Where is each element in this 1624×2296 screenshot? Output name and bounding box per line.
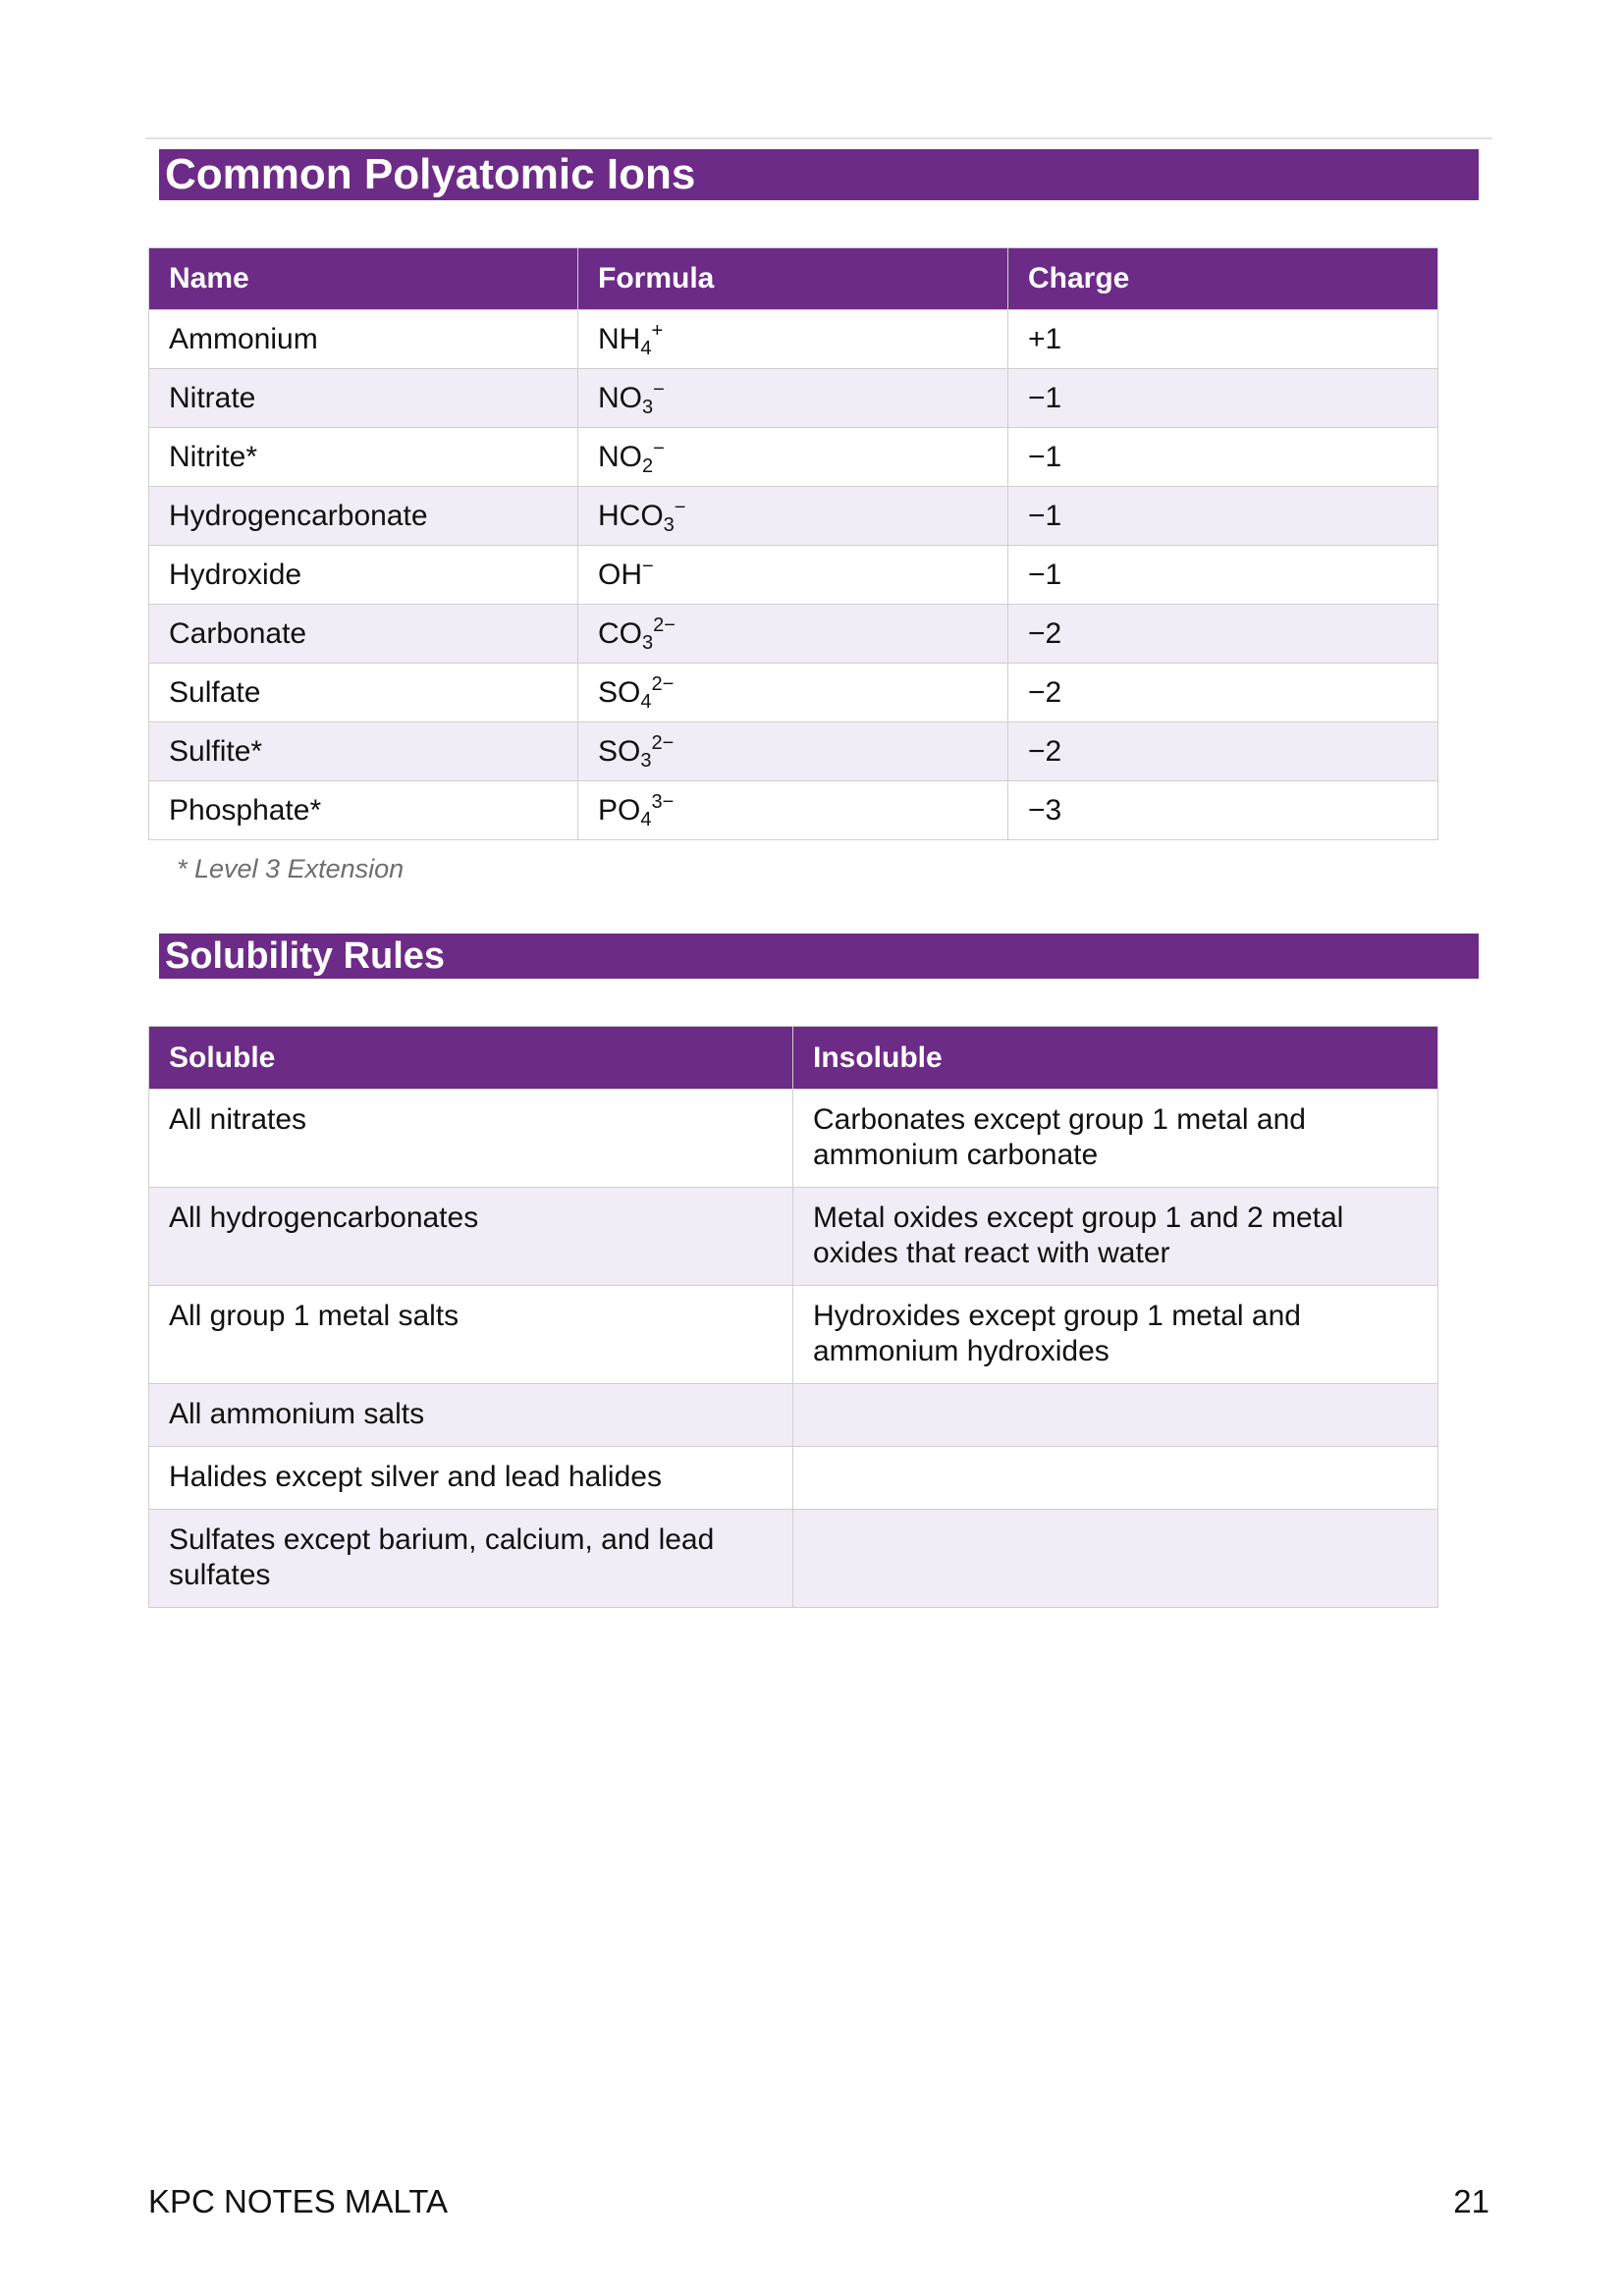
table-row xyxy=(149,1286,1438,1384)
table-row xyxy=(149,310,1438,369)
ion-name: Sulfate xyxy=(149,664,578,722)
ion-charge: −3 xyxy=(1008,781,1438,840)
soluble-rule: All ammonium salts xyxy=(149,1384,793,1447)
table-row xyxy=(149,428,1438,487)
insoluble-rule: Hydroxides except group 1 metal and ammonium hydroxides xyxy=(793,1286,1438,1384)
column-header-soluble: Soluble xyxy=(149,1027,793,1090)
table-row xyxy=(149,1090,1438,1188)
ion-name: Sulfite* xyxy=(149,722,578,781)
table-row xyxy=(149,1188,1438,1286)
column-header-insoluble: Insoluble xyxy=(793,1027,1438,1090)
ion-name: Ammonium xyxy=(149,310,578,369)
table-row xyxy=(149,369,1438,428)
table-header-row xyxy=(149,1027,1438,1090)
table-row xyxy=(149,605,1438,664)
ion-name: Carbonate xyxy=(149,605,578,664)
polyatomic-ions-table xyxy=(148,247,1438,840)
top-divider xyxy=(145,137,1492,139)
soluble-rule: Sulfates except barium, calcium, and lead sulfates xyxy=(149,1510,793,1608)
ion-formula: $NH_4^+$ xyxy=(578,310,1008,369)
page-number: 21 xyxy=(1453,2183,1489,2219)
ion-name: Hydrogencarbonate xyxy=(149,487,578,546)
level-3-footnote: * Level 3 Extension xyxy=(177,854,405,883)
ion-name: Phosphate* xyxy=(149,781,578,840)
ion-formula: $HCO_3^-$ xyxy=(578,487,1008,546)
insoluble-rule xyxy=(793,1510,1438,1608)
column-header-formula: Formula xyxy=(578,248,1008,310)
table-row xyxy=(149,722,1438,781)
ion-formula: $NO_3^-$ xyxy=(578,369,1008,428)
ion-formula: $SO_3^{2-}$ xyxy=(578,722,1008,781)
table-header-row xyxy=(149,248,1438,310)
insoluble-rule xyxy=(793,1384,1438,1447)
ion-formula: $PO_4^{3-}$ xyxy=(578,781,1008,840)
soluble-rule: Halides except silver and lead halides xyxy=(149,1447,793,1510)
ion-charge: −1 xyxy=(1008,428,1438,487)
ion-formula: OH− xyxy=(578,546,1008,605)
ion-charge: −1 xyxy=(1008,546,1438,605)
table-row xyxy=(149,1447,1438,1510)
ion-charge: +1 xyxy=(1008,310,1438,369)
soluble-rule: All hydrogencarbonates xyxy=(149,1188,793,1286)
table-row xyxy=(149,546,1438,605)
insoluble-rule xyxy=(793,1447,1438,1510)
ion-name: Nitrate xyxy=(149,369,578,428)
ion-charge: −1 xyxy=(1008,487,1438,546)
table-row xyxy=(149,664,1438,722)
insoluble-rule: Metal oxides except group 1 and 2 metal oxides that react with water xyxy=(793,1188,1438,1286)
ion-charge: −2 xyxy=(1008,722,1438,781)
column-header-charge: Charge xyxy=(1008,248,1438,310)
ion-formula: $CO_3^{2-}$ xyxy=(578,605,1008,664)
ion-charge: −2 xyxy=(1008,664,1438,722)
ion-name: Hydroxide xyxy=(149,546,578,605)
soluble-rule: All group 1 metal salts xyxy=(149,1286,793,1384)
footer-publisher: KPC NOTES MALTA xyxy=(148,2183,448,2219)
ion-charge: −1 xyxy=(1008,369,1438,428)
table-row xyxy=(149,487,1438,546)
insoluble-rule: Carbonates except group 1 metal and ammonium carbonate xyxy=(793,1090,1438,1188)
table-row xyxy=(149,1384,1438,1447)
table-row xyxy=(149,781,1438,840)
column-header-name: Name xyxy=(149,248,578,310)
ion-formula: $NO_2^-$ xyxy=(578,428,1008,487)
ion-name: Nitrite* xyxy=(149,428,578,487)
solubility-rules-table xyxy=(148,1026,1438,1608)
section-title-solubility-rules: Solubility Rules xyxy=(159,934,1479,979)
table-row xyxy=(149,1510,1438,1608)
ion-charge: −2 xyxy=(1008,605,1438,664)
soluble-rule: All nitrates xyxy=(149,1090,793,1188)
section-title-polyatomic-ions: Common Polyatomic Ions xyxy=(159,149,1479,200)
ion-formula: $SO_4^{2-}$ xyxy=(578,664,1008,722)
